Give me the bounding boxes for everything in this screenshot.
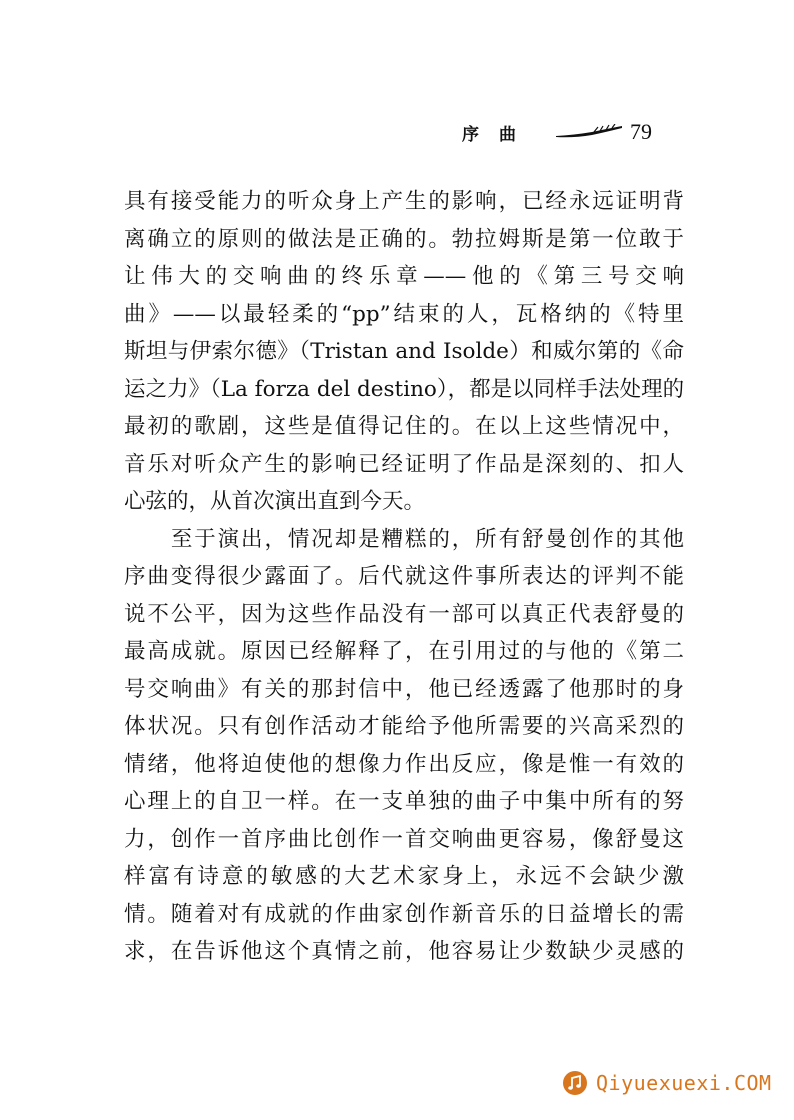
text-line: 让伟大的交响曲的终乐章——他的《第三号交响 — [124, 264, 684, 289]
text-line: 音乐对听众产生的影响已经证明了作品是深刻的、扣人 — [124, 451, 684, 477]
body-text — [124, 183, 684, 971]
decorative-flourish-icon — [554, 124, 624, 140]
text-line: 离确立的原则的做法是正确的。勃拉姆斯是第一位敢于 — [124, 226, 684, 252]
music-note-icon — [562, 1070, 588, 1096]
page-header — [462, 118, 682, 148]
page-number: 79 — [630, 119, 652, 144]
text-line: 最初的歌剧，这些是值得记住的。在以上这些情况中， — [124, 414, 684, 439]
text-line: 曲》——以最轻柔的“pp”结束的人，瓦格纳的《特里 — [124, 301, 684, 327]
text-line: 具有接受能力的听众身上产生的影响，已经永远证明背 — [124, 189, 684, 214]
text-line: 力，创作一首序曲比创作一首交响曲更容易，像舒曼这 — [124, 826, 684, 852]
paragraph-1 — [124, 183, 684, 521]
text-line: 运之力》（La forza del destino），都是以同样手法处理的 — [124, 376, 684, 402]
text-line: 斯坦与伊索尔德》（Tristan and Isolde）和威尔第的《命 — [124, 339, 684, 364]
text-line: 序曲变得很少露面了。后代就这件事所表达的评判不能 — [124, 564, 684, 589]
watermark — [562, 1070, 772, 1096]
text-line: 最高成就。原因已经解释了，在引用过的与他的《第二 — [124, 639, 684, 664]
text-line: 体状况。只有创作活动才能给予他所需要的兴高采烈的 — [124, 714, 684, 739]
text-line: 情绪，他将迫使他的想像力作出反应，像是惟一有效的 — [124, 751, 684, 777]
text-line: 样富有诗意的敏感的大艺术家身上，永远不会缺少激 — [124, 864, 684, 889]
text-line: 心理上的自卫一样。在一支单独的曲子中集中所有的努 — [124, 789, 684, 814]
paragraph-2 — [124, 521, 684, 971]
text-line: 求，在告诉他这个真情之前，他容易让少数缺少灵感的 — [124, 939, 684, 964]
text-line: 至于演出，情况却是糟糕的，所有舒曼创作的其他 — [124, 526, 684, 552]
text-line: 心弦的，从首次演出直到今天。 — [124, 489, 426, 514]
text-line: 说不公平，因为这些作品没有一部可以真正代表舒曼的 — [124, 601, 684, 627]
text-line: 情。随着对有成就的作曲家创作新音乐的日益增长的需 — [124, 901, 684, 927]
text-line: 号交响曲》有关的那封信中，他已经透露了他那时的身 — [124, 676, 684, 702]
watermark-text: Qiyuexuexi.COM — [596, 1071, 772, 1095]
running-title: 序曲 — [462, 125, 536, 145]
